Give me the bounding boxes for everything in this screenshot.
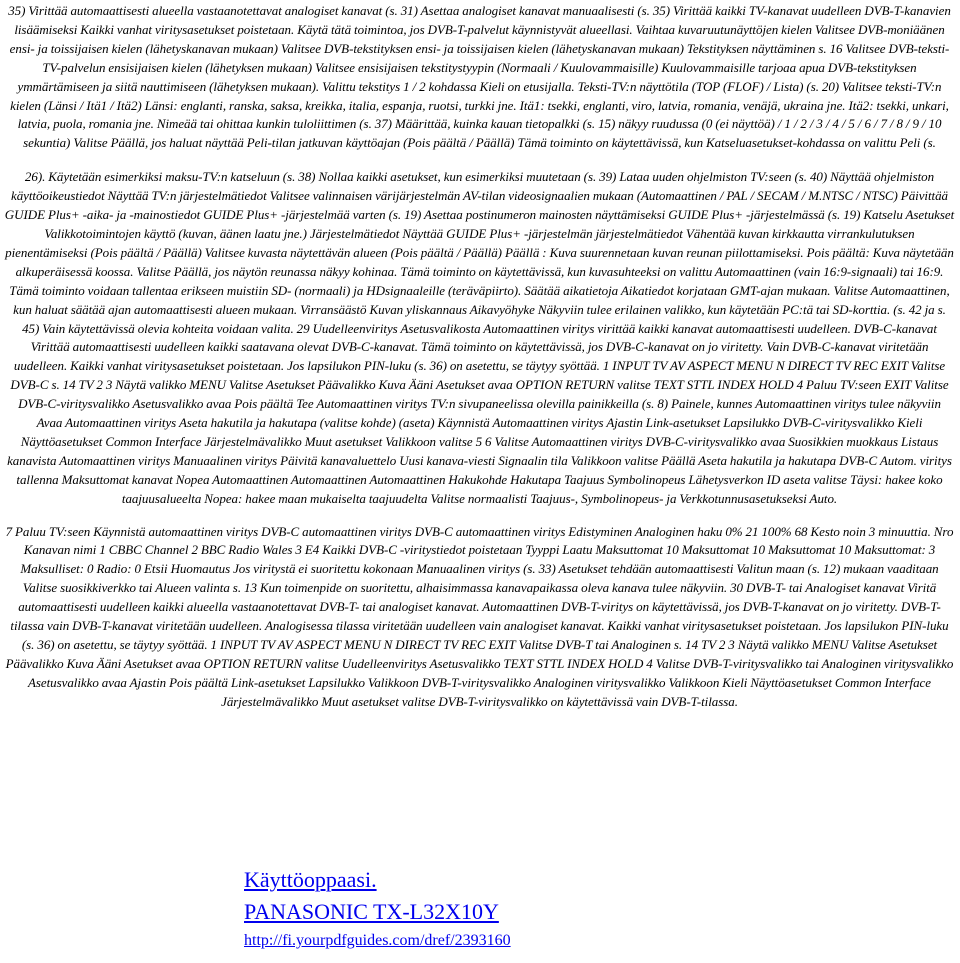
paragraph-3: 7 Paluu TV:seen Käynnistä automaattinen viritys DVB-C automaattinen viritys DVB-C automaattinen viritys Edistyminen Analoginen haku 0% 21 100% 68 Kesto noin 3 minuuttia. Nro Kanavan nimi 1 CBBC Channel 2 BBC Radio Wales 3 E4 Kaikki DVB-C -viritystiedot poistetaan Tyyppi Laatu Maksuttomat 10 Maksuttomat 10 Maksuttomat 10 Maksuttomat: 3 Maksulliset: 0 Radio: 0 Etsii Huomautus Jos viritystä ei suoritettu kokonaan Manuaalinen viritys (s. 33) Asetukset tehdään automaattisesti Valitun maan (s. 12) mukaan vaaditaan Valitse suosikkiverkko tai Alueen valinta s. 13 Kun toimenpide on suoritettu, alhaisimmassa kanavapaikassa oleva kanava tulee näkyviin. 30 DVB-T- tai Analogiset kanavat Viritä automaattisesti uudelleen kaikki alueella vastaanotettavat DVB-T- tai analogiset kanavat. Automaattinen DVB-T-viritys on käytettävissä, jos DVB-T-kanavat on jo viritetty. DVB-T-tilassa vain DVB-T-kanavat viritetään uudelleen. Analogisessa tilassa viritetään uudelleen vain analogiset kanavat. Kaikki vanhat viritysasetukset poistetaan. Jos lapsilukon PIN-luku (s. 36) on asetettu, se täytyy syöttää. 1 INPUT TV AV ASPECT MENU N DIRECT TV REC EXIT Valitse DVB-T tai Analoginen s. 14 TV 2 3 Näytä valikko MENU Valitse Asetukset Päävalikko Kuva Ääni Asetukset avaa OPTION RETURN valitse Uudelleenviritys Asetusvalikko TEXT STTL INDEX HOLD 4 Valitse DVB-T-viritysvalikko tai Analoginen viritysvalikko Asetusvalikko avaa Ajastin Pois päältä Link-asetukset Lapsilukko Valikkoon DVB-T-viritysvalikko Analoginen viritysvalikko Valikkoon Kieli Näyttöasetukset Common Interface Järjestelmävalikko Muut asetukset valitse DVB-T-viritysvalikko on käytettävissä vain DVB-T-tilassa. [5,523,954,709]
document-page [4,0,955,712]
footer-links [244,864,511,952]
paragraph-1: 35) Virittää automaattisesti alueella vastaanotettavat analogiset kanavat (s. 31) Asettaa analogiset kanavat manuaalisesti (s. 35) Virittää kaikki TV-kanavat uudelleen DVB-T-kanavien lisäämiseksi Kaikki vanhat viritysasetukset poistetaan. Käytä tätä toimintoa, jos DVB-T-palvelut käynnistyvät alueellasi. Vaihtaa kuvaruutunäyttöjen kielen Valitsee DVB-moniäänen ensi- ja toissijaisen kielen (lähetyskanavan mukaan) Valitsee DVB-tekstityksen ensi- ja toissijaisen kielen (lähetyskanavan mukaan) Tekstityksen näyttäminen s. 16 Valitsee DVB-teksti-TV-palvelun ensisijaisen kielen (lähetyksen mukaan) Valitsee ensisijaisen tekstitystyypin (Normaali / Kuulovammaisille) Kuulovammaisille tarjoaa apua DVB-tekstityksen ymmärtämiseen ja siitä nauttimiseen (lähetyksen mukaan). Valittu tekstitys 1 / 2 kohdassa Kieli on etusijalla. Teksti-TV:n näyttötila (TOP (FLOF) / Lista) (s. 20) Valitsee teksti-TV:n kielen (Länsi / Itä1 / Itä2) Länsi: englanti, ranska, saksa, kreikka, italia, espanja, ruotsi, turkki jne. Itä1: tsekki, englanti, viro, latvia, romania, venäjä, ukraina jne. Itä2: tsekki, unkari, latvia, puola, romania jne. Nimeää tai ohittaa kunkin tuloliittimen (s. 37) Määrittää, kuinka kauan tietopalkki (s. 15) näkyy ruudussa (0 (ei näyttöä) / 1 / 2 / 3 / 4 / 5 / 6 / 7 / 8 / 9 / 10 sekuntia) Valitse Päällä, jos haluat näyttää Peli-tilan jatkuvan käyttöajan (Pois päältä / Päällä) Tämä toiminto on käytettävissä, kun Katseluasetukset-kohdassa on valittu Peli (s. [8,3,951,151]
source-url-link[interactable]: http://fi.yourpdfguides.com/dref/2393160 [244,932,511,949]
user-guide-link[interactable]: Käyttöoppaasi. [244,867,377,892]
product-model-link[interactable]: PANASONIC TX-L32X10Y [244,899,499,924]
paragraph-2: 26). Käytetään esimerkiksi maksu-TV:n katseluun (s. 38) Nollaa kaikki asetukset, kun esimerkiksi muutetaan (s. 39) Lataa uuden ohjelmiston TV:seen (s. 40) Näyttää ohjelmiston käyttöoikeustiedot Näyttää TV:n järjestelmätiedot Valitsee valinnaisen värijärjestelmän AV-tilan videosignaalien mukaan (Automaattinen / PAL / SECAM / M.NTSC / NTSC) Päivittää GUIDE Plus+ -aika- ja -mainostiedot GUIDE Plus+ -järjestelmää varten (s. 19) Asettaa postinumeron mainosten näyttämiseksi GUIDE Plus+ -järjestelmässä (s. 19) Katselu Asetukset Valikkotoimintojen käyttö (kuvan, äänen laatu jne.) Järjestelmätiedot Näyttää GUIDE Plus+ -järjestelmän järjestelmätiedot Vähentää kuvan kirkkautta virrankulutuksen pienentämiseksi (Pois päältä / Päällä) Valitsee kuvasta näytettävän alueen (Pois päältä / Päällä) Päällä : Kuva suurennetaan kuvan reunan piilottamiseksi. Pois päältä: Kuva näytetään alkuperäisessä koossa. Valitse Päällä, jos näytön reunassa näkyy kohinaa. Tämä toiminto on käytettävissä, kun kuvasuhteeksi on valittu Automaattinen (vain 16:9-signaali) tai 16:9. Tämä toiminto voidaan tallentaa erikseen muistiin SD- (normaali) ja HDsignaaleille (teräväpiirto). Säätää aikatietoja Aikatiedot korjataan GMT-ajan mukaan. Valitse Automaattinen, kun haluat säätää ajan automaattisesti alueen mukaan. Virransäästö Kuvan yliskannaus Aikavyöhyke Näkyviin tulee erilainen valikko, kun käytetään PC:tä tai SD-korttia. (s. 42 ja s. 45) Vain käytettävissä olevia kohteita voidaan valita. 29 Uudelleenviritys Asetusvalikosta Automaattinen viritys virittää kaikki kanavat automaattisesti uudelleen. DVB-C-kanavat Virittää automaattisesti uudelleen kaikki saatavana olevat DVB-C-kanavat. Tämä toiminto on käytettävissä, jos DVB-C-kanavat on jo viritetty. Vain DVB-C-kanavat viritetään uudelleen. Kaikki vanhat viritysasetukset poistetaan. Jos lapsilukon PIN-luku (s. 36) on asetettu, se täytyy syöttää. 1 INPUT TV AV ASPECT MENU N DIRECT TV REC EXIT Valitse DVB-C s. 14 TV 2 3 Näytä valikko MENU Valitse Asetukset Päävalikko Kuva Ääni Asetukset avaa OPTION RETURN valitse TEXT STTL INDEX HOLD 4 Paluu TV:seen EXIT Valitse DVB-C-viritysvalikko Asetusvalikko avaa Pois päältä Tee Automaattinen viritys TV:n sivupaneelissa olevilla painikkeilla (s. 8) Painele, kunnes Automaattinen viritys tulee näkyviin Avaa Automaattinen viritys Aseta hakutila ja hakutapa (valitse kohde) (aseta) Käynnistä Automaattinen viritys Ajastin Link-asetukset Lapsilukko DVB-C-viritysvalikko Kieli Näyttöasetukset Common Interface Järjestelmävalikko Muut asetukset Valikkoon valitse 5 6 Valitse Automaattinen viritys DVB-C-viritysvalikko avaa Suosikkien muokkaus Listaus kanavista Automaattinen viritys Manuaalinen viritys Päivitä kanavaluettelo Uusi kanava-viesti Signaalin tila Valikkoon valitse Päällä Aseta hakutila ja hakutapa DVB-C Autom. viritys tallenna Maksuttomat kanavat Nopea Automaattinen Automaattinen Automaattinen Hakukohde Hakutapa Taajuus Symbolinopeus Lähetysverkon ID aseta valitse Täysi: hakee koko taajuusalueelta Nopea: hakee maan mukaiselta taajuudelta Valitse normaalisti Taajuus-, Symbolinopeus- ja Verkkotunnusasetukseksi Auto. [4,169,955,506]
